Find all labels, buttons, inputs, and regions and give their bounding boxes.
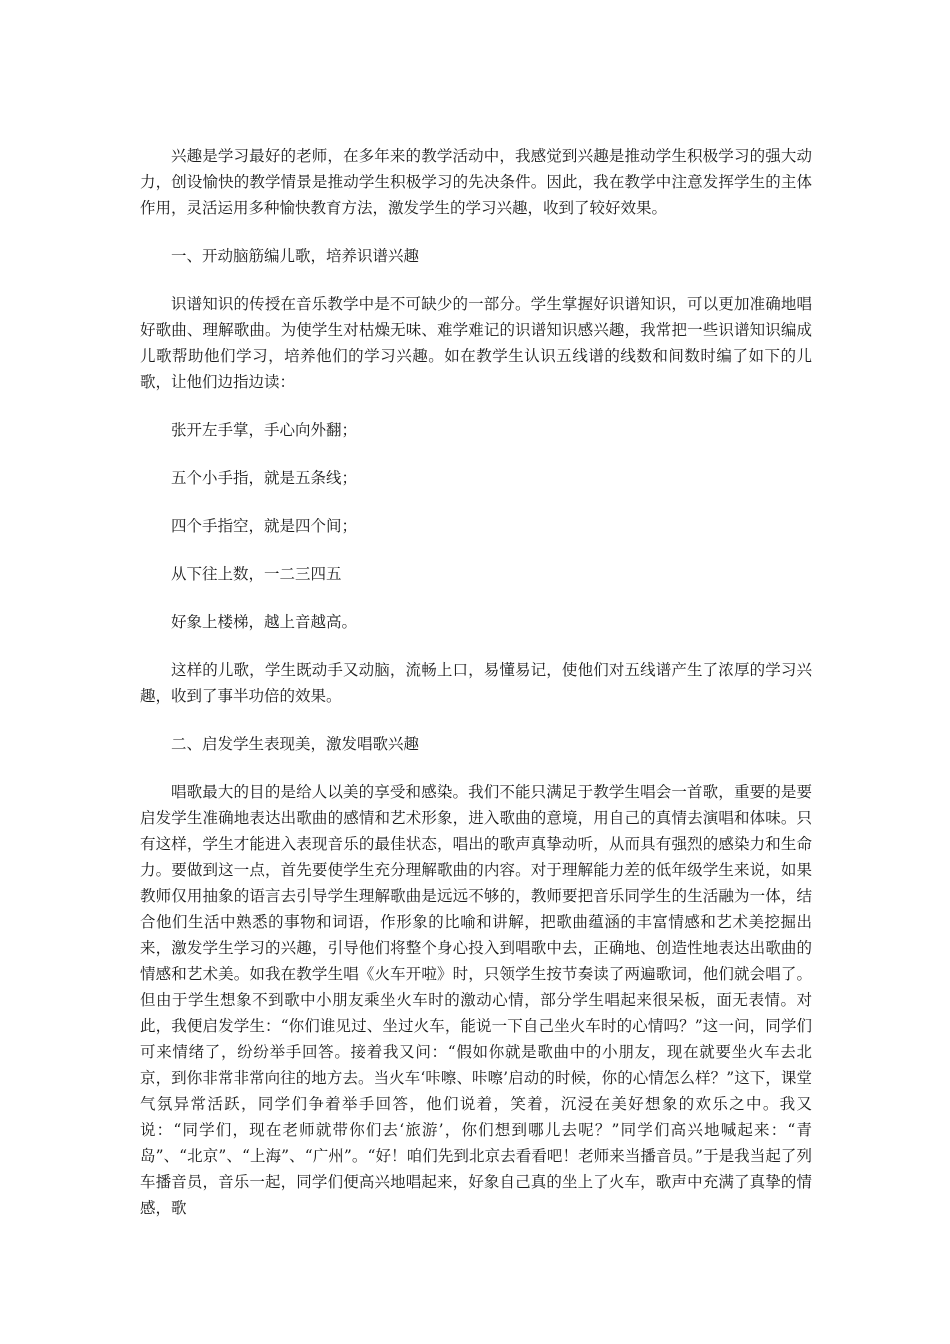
body-paragraph: 识谱知识的传授在音乐教学中是不可缺少的一部分。学生掌握好识谱知识，可以更加准确地唱好歌曲、理解歌曲。为使学生对枯燥无味、难学难记的识谱知识感兴趣，我常把一些识谱知识编成儿歌帮助他们学习，培养他们的学习兴趣。如在教学生认识五线谱的线数和间数时编了如下的儿歌，让他们边指边读： [140,295,812,391]
rhyme-line-4: 从下往上数，一二三四五 [171,565,342,583]
rhyme-line-3: 四个手指空，就是四个间； [171,517,358,535]
rhyme-line-1: 张开左手掌，手心向外翻； [171,421,358,439]
rhyme-line-5: 好象上楼梯，越上音越高。 [171,613,358,631]
section-heading-2: 二、启发学生表现美，激发唱歌兴趣 [171,735,420,753]
section-heading-1: 一、开动脑筋编儿歌，培养识谱兴趣 [171,247,420,265]
body-paragraph: 这样的儿歌，学生既动手又动脑，流畅上口，易懂易记，使他们对五线谱产生了浓厚的学习兴趣，收到了事半功倍的效果。 [140,661,812,705]
intro-paragraph: 兴趣是学习最好的老师，在多年来的教学活动中，我感觉到兴趣是推动学生积极学习的强大动力，创设愉快的教学情景是推动学生积极学习的先决条件。因此，我在教学中注意发挥学生的主体作用，灵活运用多种愉快教育方法，激发学生的学习兴趣，收到了较好效果。 [140,147,812,217]
body-paragraph: 唱歌最大的目的是给人以美的享受和感染。我们不能只满足于教学生唱会一首歌，重要的是要启发学生准确地表达出歌曲的感情和艺术形象，进入歌曲的意境，用自己的真情去演唱和体味。只有这样，学生才能进入表现音乐的最佳状态，唱出的歌声真挚动听，从而具有强烈的感染力和生命力。要做到这一点，首先要使学生充分理解歌曲的内容。对于理解能力差的低年级学生来说，如果教师仅用抽象的语言去引导学生理解歌曲是远远不够的，教师要把音乐同学生的生活融为一体，结合他们生活中熟悉的事物和词语，作形象的比喻和讲解，把歌曲蕴涵的丰富情感和艺术美挖掘出来，激发学生学习的兴趣，引导他们将整个身心投入到唱歌中去，正确地、创造性地表达出歌曲的情感和艺术美。如我在教学生唱《火车开啦》时，只领学生按节奏读了两遍歌词，他们就会唱了。但由于学生想象不到歌中小朋友乘坐火车时的激动心情，部分学生唱起来很呆板，面无表情。对此，我便启发学生：“你们谁见过、坐过火车，能说一下自己坐火车时的心情吗？”这一问，同学们可来情绪了，纷纷举手回答。接着我又问：“假如你就是歌曲中的小朋友，现在就要坐火车去北京，到你非常非常向往的地方去。当火车‘咔嚓、咔嚓’启动的时候，你的心情怎么样？”这下，课堂气氛异常活跃，同学们争着举手回答，他们说着，笑着，沉浸在美好想象的欢乐之中。我又说：“同学们，现在老师就带你们去‘旅游’，你们想到哪儿去呢？”同学们高兴地喊起来：“青岛”、“北京”、“上海”、“广州”。“好！咱们先到北京去看看吧！老师来当播音员。”于是我当起了列车播音员，音乐一起，同学们便高兴地唱起来，好象自己真的坐上了火车，歌声中充满了真挚的情感，歌 [140,783,813,1217]
rhyme-line-2: 五个小手指，就是五条线； [171,469,358,487]
document-body [140,143,812,1221]
